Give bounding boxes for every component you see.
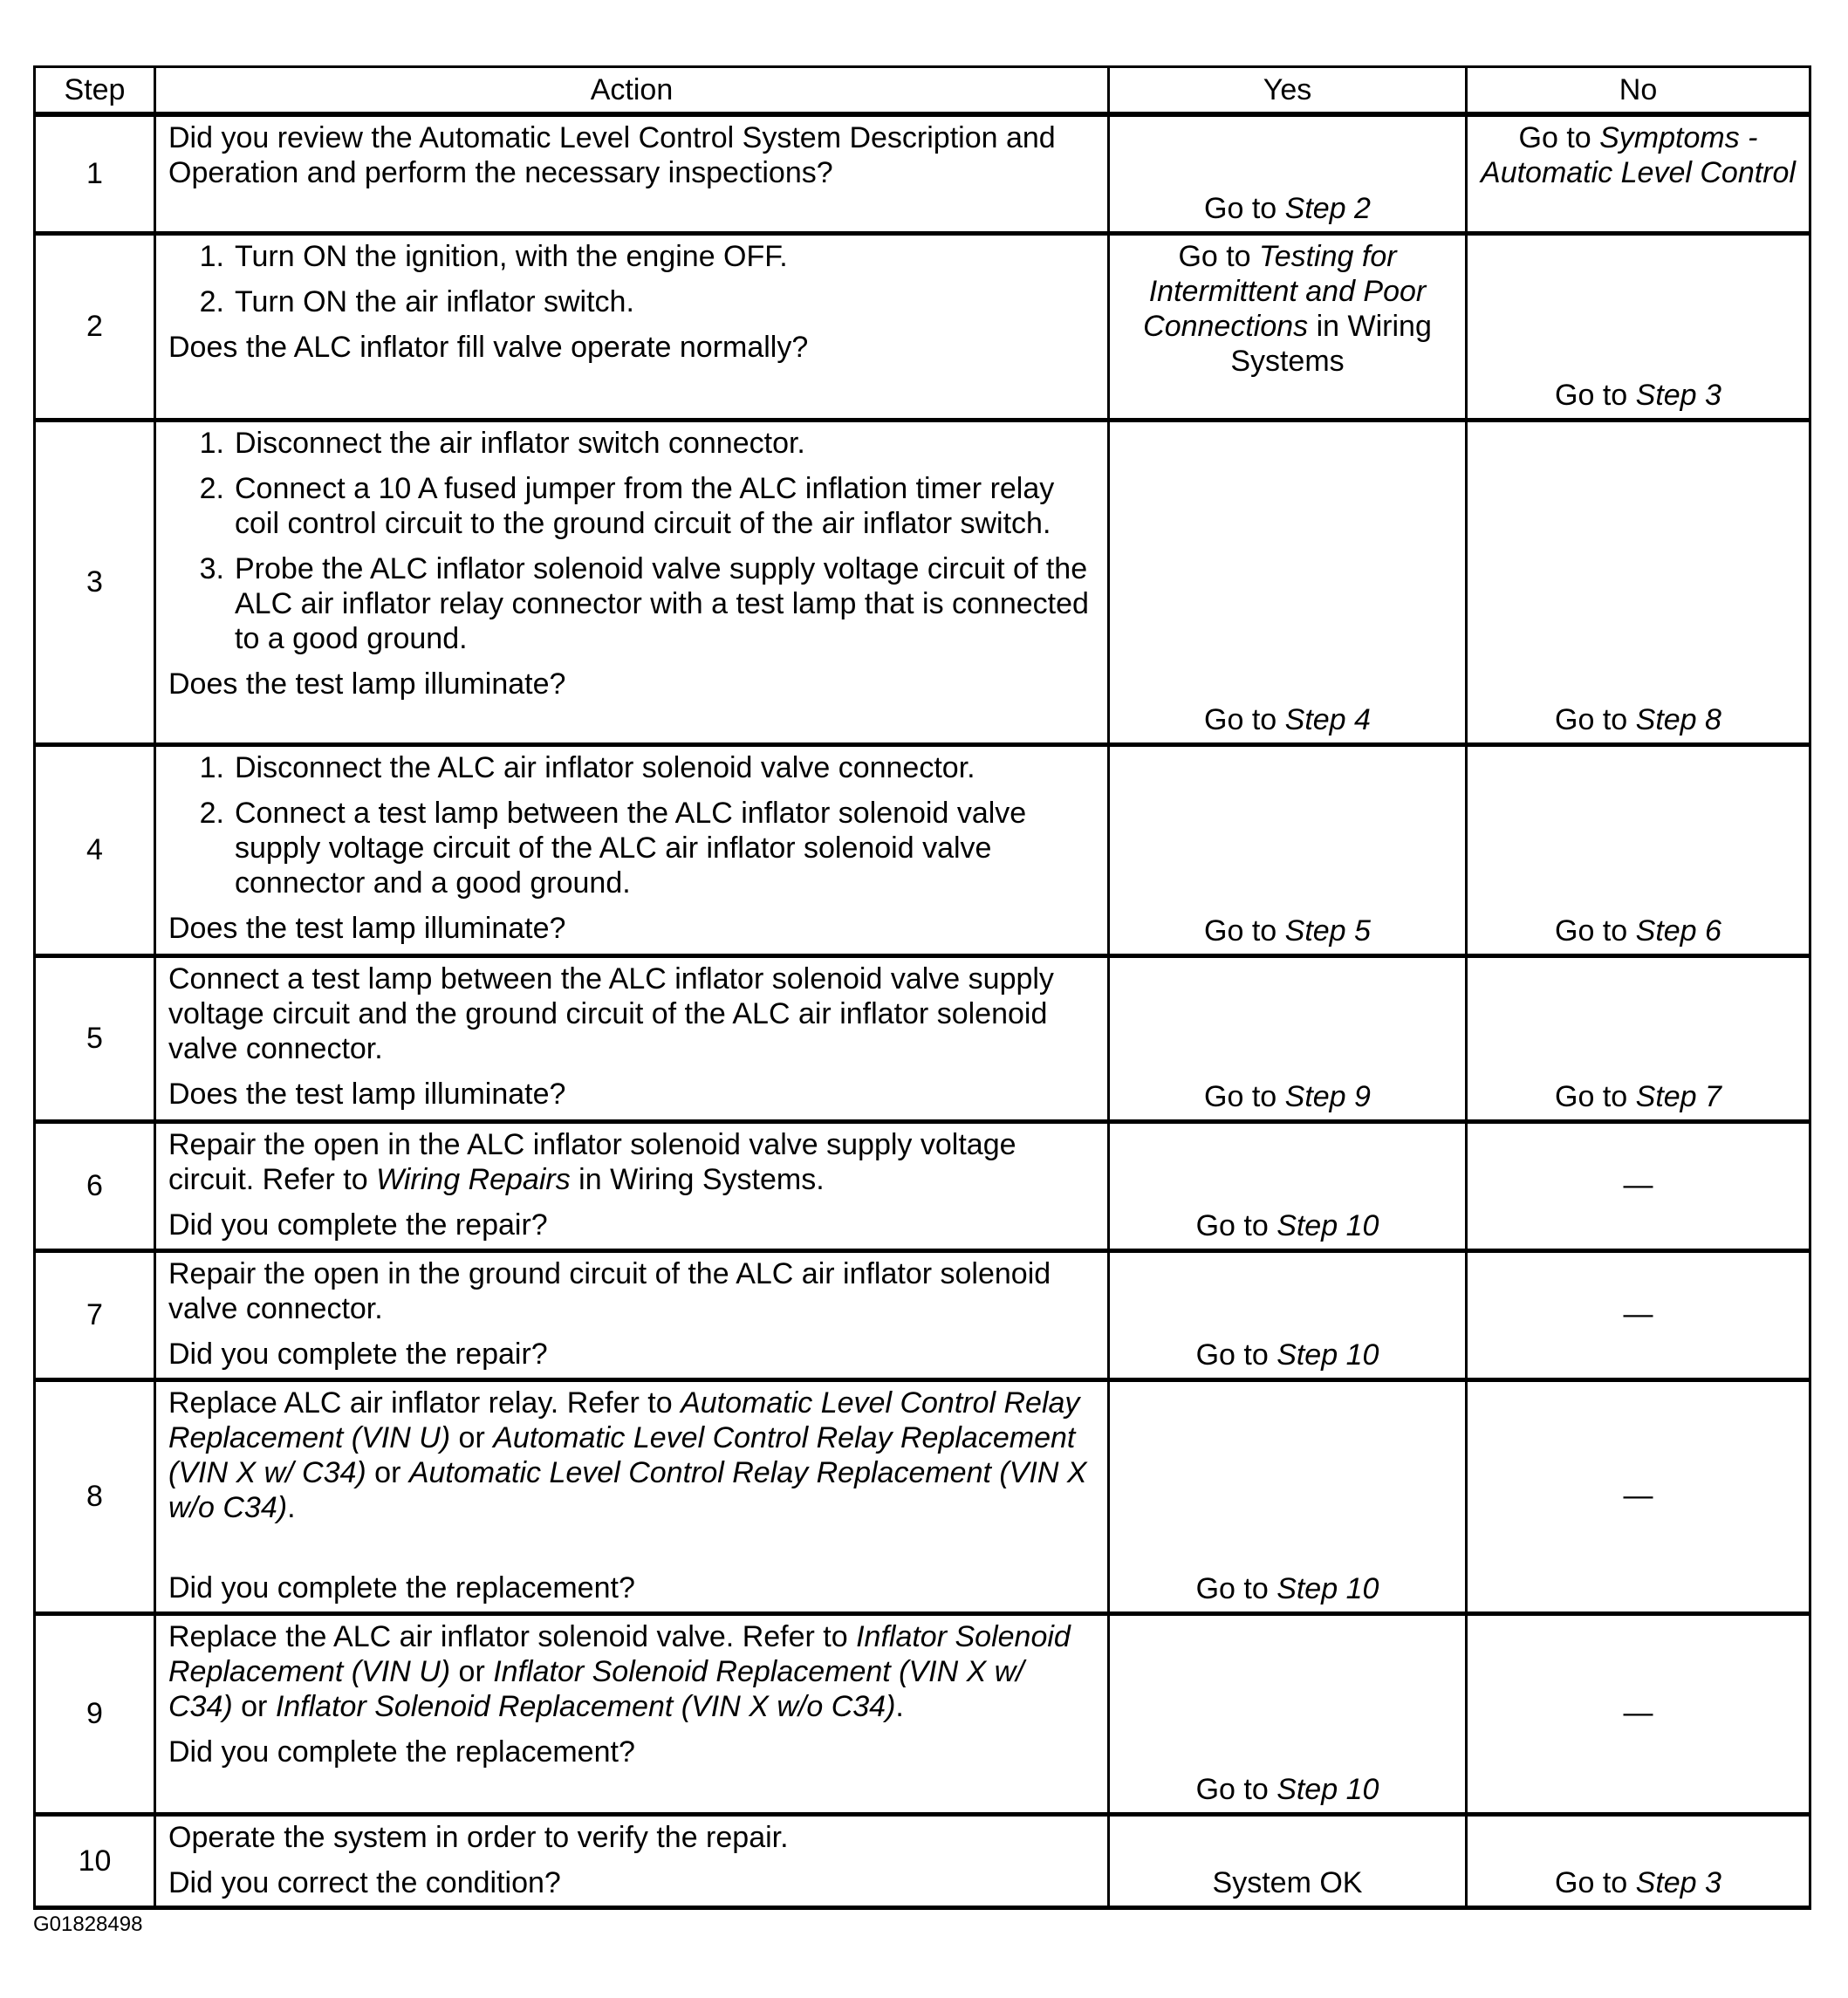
no-prefix: Go to (1555, 913, 1636, 948)
no-cell (1467, 1379, 1810, 1613)
substep-item: 1. Disconnect the air inflator switch connector. (199, 426, 805, 460)
yes-suffix: in Wiring Systems (1230, 309, 1432, 378)
no-prefix: Go to (1555, 378, 1636, 412)
relay-reference-vin-x-wo-c34: Automatic Level Control Relay Replacement (VIN X w/o C34) (168, 1455, 1087, 1524)
step-number: 3 (35, 420, 155, 744)
substep-list (168, 750, 1095, 900)
no-cell (1467, 420, 1810, 744)
action-cell (155, 233, 1109, 420)
yes-prefix: Go to (1195, 1338, 1277, 1372)
yes-prefix: Go to (1178, 239, 1260, 273)
yes-prefix: Go to (1204, 1079, 1285, 1113)
yes-cell (1109, 233, 1467, 420)
yes-text: System OK (1212, 1865, 1363, 1899)
solenoid-reference-vin-x-w-c34: Inflator Solenoid Replacement (VIN X w/ C34) (168, 1654, 1024, 1723)
action-question: Did you complete the replacement? (168, 1570, 635, 1605)
substep-item: 1. Turn ON the ignition, with the engine OFF. (199, 239, 788, 273)
yes-cell (1109, 1250, 1467, 1379)
substep-item: 3. Probe the ALC inflator solenoid valve supply voltage circuit of the ALC air inflator relay connector with a test lamp that is connected to a good ground. (199, 551, 1089, 655)
action-cell (155, 420, 1109, 744)
yes-reference: Step 10 (1276, 1571, 1379, 1605)
step-number: 2 (35, 233, 155, 420)
no-cell (1467, 1613, 1810, 1814)
no-reference: Step 3 (1635, 1865, 1721, 1899)
no-reference: Step 7 (1635, 1079, 1721, 1113)
action-question: Did you complete the repair? (168, 1337, 548, 1371)
action-question: Did you correct the condition? (168, 1865, 561, 1899)
solenoid-reference-vin-u: Inflator Solenoid Replacement (VIN U) (168, 1619, 1071, 1688)
yes-reference: Step 10 (1276, 1772, 1379, 1806)
yes-prefix: Go to (1195, 1772, 1277, 1806)
header-yes: Yes (1109, 67, 1467, 115)
yes-prefix: Go to (1195, 1571, 1277, 1605)
yes-reference: Step 10 (1276, 1338, 1379, 1372)
action-question: Does the test lamp illuminate? (168, 667, 566, 701)
no-prefix: Go to (1518, 121, 1600, 154)
substep-list (168, 426, 1095, 656)
no-dash: — (1623, 1297, 1653, 1331)
table-row (35, 1814, 1810, 1907)
yes-cell (1109, 420, 1467, 744)
yes-cell (1109, 1814, 1467, 1907)
yes-cell (1109, 1379, 1467, 1613)
header-row (35, 67, 1810, 115)
step-number: 8 (35, 1379, 155, 1613)
header-step: Step (35, 67, 155, 115)
yes-cell (1109, 1613, 1467, 1814)
table-row (35, 744, 1810, 955)
no-cell (1467, 1250, 1810, 1379)
action-text: Repair the open in the ground circuit of the ALC air inflator solenoid valve connector. (168, 1256, 1051, 1325)
no-reference: Step 8 (1635, 702, 1721, 736)
yes-reference: Step 2 (1284, 191, 1371, 225)
yes-reference: Step 10 (1276, 1208, 1379, 1242)
action-cell (155, 744, 1109, 955)
action-question: Does the test lamp illuminate? (168, 1077, 566, 1111)
header-action: Action (155, 67, 1109, 115)
yes-prefix: Go to (1204, 191, 1285, 225)
step-number: 10 (35, 1814, 155, 1907)
no-cell (1467, 955, 1810, 1121)
substep-list (168, 239, 1095, 319)
no-dash: — (1623, 1168, 1653, 1201)
yes-reference: Step 4 (1284, 702, 1371, 736)
action-text: Connect a test lamp between the ALC inflator solenoid valve supply voltage circuit and the ground circuit of the ALC air inflator solenoid valve connector. (168, 961, 1054, 1065)
no-cell (1467, 1121, 1810, 1250)
relay-reference-vin-x-w-c34: Automatic Level Control Relay Replacement (VIN X w/ C34) (168, 1420, 1076, 1489)
yes-prefix: Go to (1195, 1208, 1277, 1242)
step-number: 7 (35, 1250, 155, 1379)
yes-cell (1109, 955, 1467, 1121)
diagnostic-table-sheet (33, 65, 1809, 1910)
diagnostic-table (33, 65, 1811, 1910)
table-row (35, 420, 1810, 744)
action-question: Does the test lamp illuminate? (168, 911, 566, 945)
step-number: 6 (35, 1121, 155, 1250)
action-question: Did you complete the repair? (168, 1208, 548, 1242)
yes-cell (1109, 744, 1467, 955)
no-cell (1467, 233, 1810, 420)
action-text: Did you review the Automatic Level Control System Description and Operation and perform the necessary inspections? (168, 121, 1056, 189)
solenoid-reference-vin-x-wo-c34: Inflator Solenoid Replacement (VIN X w/o C34) (275, 1689, 896, 1723)
no-cell (1467, 114, 1810, 233)
action-cell (155, 1379, 1109, 1613)
action-cell (155, 1613, 1109, 1814)
table-row (35, 233, 1810, 420)
table-row (35, 1121, 1810, 1250)
table-row (35, 1379, 1810, 1613)
no-dash: — (1623, 1696, 1653, 1729)
action-text: Replace ALC air inflator relay. Refer to Automatic Level Control Relay Replacement (VIN U) or Automatic Level Control Relay Replacement (VIN X w/ C34) or Automatic Level Control Relay Replacement (VIN X w/o C34). (168, 1386, 1087, 1524)
yes-cell (1109, 1121, 1467, 1250)
yes-reference: Testing for Intermittent and Poor Connections (1143, 239, 1427, 343)
repair-reference: Wiring Repairs (376, 1162, 571, 1196)
header-no: No (1467, 67, 1810, 115)
no-reference: Step 3 (1635, 378, 1721, 412)
step-number: 9 (35, 1613, 155, 1814)
yes-reference: Step 9 (1284, 1079, 1371, 1113)
no-reference: Symptoms - Automatic Level Control (1481, 121, 1796, 189)
action-text: Replace the ALC air inflator solenoid valve. Refer to Inflator Solenoid Replacement (VIN U) or Inflator Solenoid Replacement (VIN X w/ C34) or Inflator Solenoid Replacement (VIN X w/o C34). (168, 1619, 1071, 1723)
action-text: Repair the open in the ALC inflator solenoid valve supply voltage circuit. Refer to Wiring Repairs in Wiring Systems. (168, 1127, 1016, 1196)
table-row (35, 1250, 1810, 1379)
step-number: 5 (35, 955, 155, 1121)
table-row (35, 955, 1810, 1121)
substep-item: 2. Connect a test lamp between the ALC inflator solenoid valve supply voltage circuit of the ALC air inflator solenoid valve connector and a good ground. (199, 796, 1027, 900)
action-question: Did you complete the replacement? (168, 1735, 635, 1769)
no-prefix: Go to (1555, 1079, 1636, 1113)
substep-item: 2. Connect a 10 A fused jumper from the ALC inflation timer relay coil control circuit to the ground circuit of the air inflator switch. (199, 471, 1055, 540)
action-cell (155, 1814, 1109, 1907)
yes-reference: Step 5 (1284, 913, 1371, 948)
no-reference: Step 6 (1635, 913, 1721, 948)
substep-item: 1. Disconnect the ALC air inflator solenoid valve connector. (199, 750, 975, 784)
relay-reference-vin-u: Automatic Level Control Relay Replacement (VIN U) (168, 1386, 1080, 1454)
figure-id: G01828498 (33, 1912, 143, 1936)
action-question: Does the ALC inflator fill valve operate normally? (168, 330, 809, 364)
yes-cell (1109, 114, 1467, 233)
action-cell (155, 955, 1109, 1121)
yes-prefix: Go to (1204, 702, 1285, 736)
table-row (35, 1613, 1810, 1814)
action-cell (155, 1121, 1109, 1250)
step-number: 4 (35, 744, 155, 955)
no-cell (1467, 744, 1810, 955)
step-number: 1 (35, 114, 155, 233)
yes-prefix: Go to (1204, 913, 1285, 948)
no-prefix: Go to (1555, 702, 1636, 736)
no-cell (1467, 1814, 1810, 1907)
substep-item: 2. Turn ON the air inflator switch. (199, 284, 634, 318)
table-row (35, 114, 1810, 233)
no-dash: — (1623, 1479, 1653, 1512)
action-cell (155, 114, 1109, 233)
action-cell (155, 1250, 1109, 1379)
action-text: Operate the system in order to verify the repair. (168, 1820, 789, 1854)
no-prefix: Go to (1555, 1865, 1636, 1899)
